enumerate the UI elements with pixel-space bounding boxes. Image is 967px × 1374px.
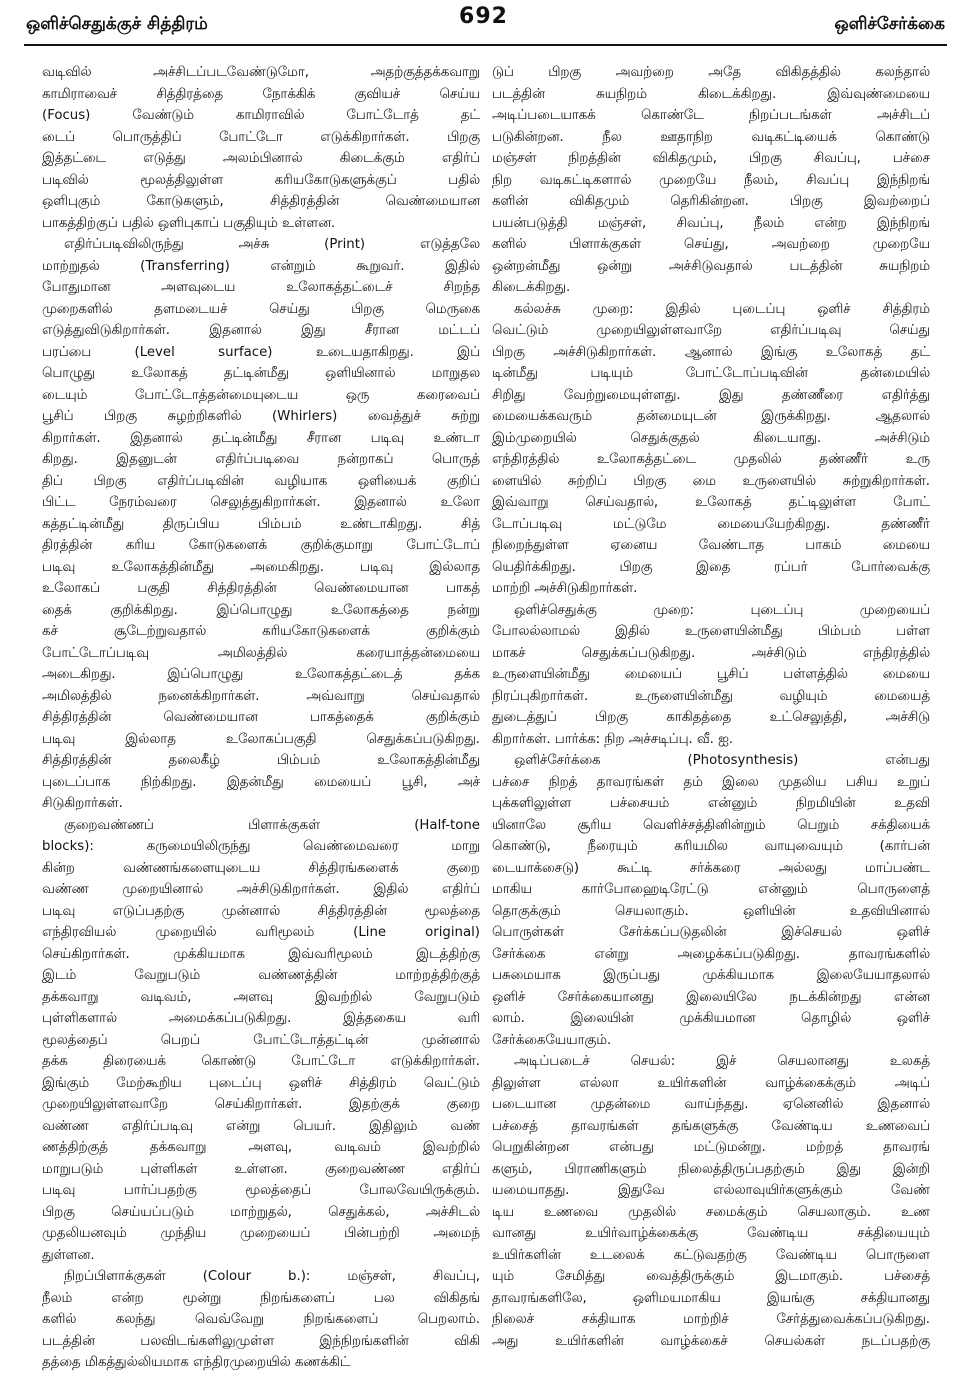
text-line: பூசிப் பிறகு சுழற்றிகளில் (Whirlers) வைத்துச் சுற்று xyxy=(42,409,480,424)
text-line: படிவு பார்ப்பதற்கு மூலத்தைப் போலவேயிருக்கும். xyxy=(42,1183,480,1198)
text-line: அடிப்படைச் செயல்: இச் செயலானது உலகத் xyxy=(514,1054,930,1069)
text-line: வண்ண முறையினால் அச்சிடுகிறார்கள். இதில் எதிர்ப் xyxy=(42,882,480,897)
text-line: அது உயிர்களின் வாழ்க்கைச் செயல்கள் நடப்பதற்கு xyxy=(492,1333,930,1349)
text-line: கல்லச்சு முறை: இதில் புடைப்பு ஒளிச் சித்திரம் xyxy=(514,301,930,317)
text-line: வண்ண எதிர்ப்படிவு என்று பெயர். இதிலும் வண் xyxy=(42,1118,480,1134)
text-line: நிறைந்துள்ள ஏனைய வேண்டாத பாகம் மையை xyxy=(492,538,930,553)
text-line: கின்ற வண்ணங்களையுடைய சித்திரங்களைக் குறை xyxy=(42,860,480,876)
text-line: முறையிலுள்ளவாறே செய்கிறார்கள். இதற்குக் குறை xyxy=(42,1097,480,1112)
text-line: மாற்றுதல் (Transferring) என்றும் கூறுவர். இதில் xyxy=(42,258,480,274)
text-line: டின்மீது படியும் போட்டோப்படிவின் தன்மையில் xyxy=(492,366,930,381)
text-line: செய்கிறார்கள். முக்கியமாக இவ்வரிமூலம் இடத்திற்கு xyxy=(42,946,480,962)
text-line: கச் சூடேற்றுவதால் கரியகோடுகளைக் குறிக்கும் xyxy=(42,624,480,639)
text-line: போதுமான அளவுடைய உலோகத்தட்டைச் சிறந்த xyxy=(42,280,480,295)
text-line: பொழுது உலோகத் தட்டின்மீது ஒளியினால் மாறுதல xyxy=(42,366,480,381)
text-line: யெதிர்க்கிறது. பிறகு இதை ரப்பர் போர்வைக்கு xyxy=(492,559,930,575)
page-number: 692 xyxy=(459,4,508,29)
text-line: சிறிது வேற்றுமையுள்ளது. இது தண்ணீரை எதிர்த்து xyxy=(492,387,930,403)
text-line: தொகுக்கும் செயலாகும். ஒளியின் உதவியினால் xyxy=(492,903,930,919)
text-line: இங்கும் மேற்கூறிய புடைப்பு ஒளிச் சித்திரம் வெட்டும் xyxy=(42,1075,480,1091)
text-line: கத்தட்டின்மீது திருப்பிய பிம்பம் உண்டாகிறது. சித் xyxy=(42,516,480,532)
text-line: தாவரங்களிலே, ஒளிமயமாகிய இயங்கு சக்தியானது xyxy=(492,1290,930,1306)
text-line: களும், பிராணிகளும் நிலைத்திருப்பதற்கும் இது இன்றி xyxy=(492,1161,930,1177)
text-line: நிலைச் சக்தியாக மாற்றிச் சேர்த்துவைக்கப்படுகிறது. xyxy=(492,1312,930,1327)
text-line: லாம். இலையின் முக்கியமான தொழில் ஒளிச் xyxy=(492,1011,930,1026)
header-right-title: ஒளிச்சேர்க்கை xyxy=(834,14,945,34)
text-line: பொருள்கள் சேர்க்கப்படுதலின் இச்செயல் ஒளிச் xyxy=(492,925,930,940)
text-line: கிறது. இதனுடன் எதிர்ப்படிவை நன்றாகப் பொருத் xyxy=(42,452,480,467)
text-line: குறைவண்ணப் பிளாக்குகள் (Half-tone xyxy=(64,817,480,833)
text-line: (Focus) வேண்டும் காமிராவில் போட்டோத் தட் xyxy=(42,108,480,123)
text-line: படத்தின் சுயநிறம் கிடைக்கிறது. இவ்வுண்மையை xyxy=(492,86,930,102)
text-line: போட்டோப்படிவு அமிலத்தில் கரையாத்தன்மையை xyxy=(42,645,480,661)
text-line: நிற வடிகட்டிகளால் முறையே நீலம், சிவப்பு இந்நிறங் xyxy=(492,172,930,188)
text-line: காமிராவைச் சித்திரத்தை நோக்கிக் குவியச் செய்ய xyxy=(42,86,480,102)
text-line: யும் சேமித்து வைத்திருக்கும் இடமாகும். பச்சைத் xyxy=(492,1269,930,1284)
text-line: தக்க திரையைக் கொண்டு போட்டோ எடுக்கிறார்கள். xyxy=(42,1054,480,1069)
text-line: டிய உணவை முதலில் சமைக்கும் செயலாகும். உண xyxy=(492,1204,930,1220)
text-line: படிவு எடுப்பதற்கு முன்னால் சித்திரத்தின் மூலத்தை xyxy=(42,903,480,919)
text-line: ஒளிச் சேர்க்கையானது இலையிலே நடக்கின்றது என்ன xyxy=(492,989,930,1005)
text-line: களில் கலந்து வெவ்வேறு நிறங்களைப் பெறலாம். xyxy=(42,1312,480,1327)
text-line: டுப் பிறகு அவற்றை அதே விகிதத்தில் கலந்தால் xyxy=(492,65,930,80)
text-line: இத்தட்டை எடுத்து அலம்பினால் கிடைக்கும் எதிர்ப் xyxy=(42,151,480,166)
text-line: புடைப்பாக நிற்கிறது. இதன்மீது மையைப் பூசி, அச் xyxy=(42,774,480,790)
text-line: திரத்தின் கரிய கோடுகளைக் குறிக்குமாறு போட்டோப் xyxy=(42,538,480,553)
text-line: எந்திரத்தில் உலோகத்தட்டை முதலில் தண்ணீர் உரு xyxy=(492,452,930,467)
text-line: புக்களிலுள்ள பச்சையம் என்னும் நிறமியின் உதவி xyxy=(492,796,930,811)
text-line: ஒன்றன்மீது ஒன்று அச்சிடுவதால் படத்தின் சுயநிறம் xyxy=(492,258,930,274)
text-line: நீலம் என்ற மூன்று நிறங்களைப் பல விகிதங் xyxy=(42,1290,480,1306)
text-line: களின் விகிதமும் தெரிகின்றன. பிறகு இவற்றைப் xyxy=(492,194,930,209)
text-line: திப் பிறகு எதிர்ப்படிவின் வழியாக ஒளியைக் குறிப் xyxy=(42,473,480,489)
text-line: மஞ்சள் நிறத்தின் விகிதமும், பிறகு சிவப்பு, பச்சை xyxy=(492,151,930,166)
text-line: கிறார்கள். பார்க்க: நிற அச்சடிப்பு. வீ. ஐ. xyxy=(492,731,733,747)
text-line: உருளையின்மீது மையைப் பூசிப் பள்ளத்தில் மையை xyxy=(492,667,930,682)
text-line: கொண்டு, நீரையும் கரியமில வாயுவையும் (கார்பன் xyxy=(492,839,930,854)
text-line: அமிலத்தில் நனைக்கிறார்கள். அவ்வாறு செய்வதால் xyxy=(42,688,480,704)
text-line: திலுள்ள எல்லா உயிர்களின் வாழ்க்கைக்கும் அடிப் xyxy=(492,1075,930,1091)
text-line: இடம் வேறுபடும் வண்ணத்தின் மாற்றத்திற்குத் xyxy=(42,968,480,983)
text-line: டையும் போட்டோத்தன்மையுடைய ஒரு கரைவைப் xyxy=(42,387,480,403)
text-line: பச்சை நிறத் தாவரங்கள் தம் இலை முதலிய பசிய உறுப் xyxy=(492,774,930,790)
header-rule xyxy=(24,44,947,46)
text-line: ணத்திற்குத் தக்கவாறு அளவு, வடிவம் இவற்றில் xyxy=(42,1140,480,1155)
text-line: பிறகு செய்யப்படும் மாற்றுதல், செதுக்கல், அச்சிடல் xyxy=(42,1204,480,1220)
text-line: உலோகப் பகுதி சித்திரத்தின் வெண்மையான பாகத் xyxy=(42,581,480,596)
text-line: வடிவில் அச்சிடப்படவேண்டுமோ, அதற்குத்தக்கவாறு xyxy=(42,65,480,80)
text-line: படையான முதன்மை வாய்ந்தது. ஏனெனில் இதனால் xyxy=(492,1097,930,1112)
text-line: மாற்றி அச்சிடுகிறார்கள். xyxy=(492,581,638,596)
text-line: கிறார்கள். இதனால் தட்டின்மீது சீரான படிவு உண்டா xyxy=(42,430,480,446)
text-line: ஒளிபுகும் கோடுகளும், சித்திரத்தின் வெண்மையான xyxy=(42,194,480,209)
text-line: அடைகிறது. இப்பொழுது உலோகத்தட்டைத் தக்க xyxy=(42,667,480,682)
text-line: யினாலே சூரிய வெளிச்சத்தினின்றும் பெறும் சக்தியைக் xyxy=(492,817,930,833)
text-line: பாகத்திற்குப் பதில் ஒளிபுகாப் பகுதியும் உள்ளன. xyxy=(42,215,336,231)
text-line: பிறகு அச்சிடுகிறார்கள். ஆனால் இங்கு உலோகத் தட் xyxy=(492,344,930,360)
text-line: பெறுகின்றன என்பது மட்டுமன்று. மற்றத் தாவரங் xyxy=(492,1140,930,1155)
right-column xyxy=(492,62,930,1352)
text-line: உயிர்களின் உடலைக் கட்டுவதற்கு வேண்டிய பொருளை xyxy=(492,1247,930,1263)
text-line: களில் பிளாக்குகள் செய்து, அவற்றை முறையே xyxy=(492,237,930,252)
text-line: டோப்படிவு மட்டுமே மையையேற்கிறது. தண்ணீர் xyxy=(492,516,930,532)
text-line: பசுமையாக இருப்பது முக்கியமாக இலையேயாதலால் xyxy=(492,968,930,983)
text-line: பிட்ட நேரம்வரை செலுத்துகிறார்கள். இதனால் உலோ xyxy=(42,495,480,510)
text-line: மூலத்தைப் பெறப் போட்டோத்தட்டின் முன்னால் xyxy=(42,1032,480,1048)
text-line: நிறப்பிளாக்குகள் (Colour b.): மஞ்சள், சிவப்பு, xyxy=(64,1269,480,1284)
text-line: ஒளிச்சேர்க்கை (Photosynthesis) என்பது xyxy=(514,753,930,768)
text-line: அடிப்படையாகக் கொண்டே நிறப்படங்கள் அச்சிடப் xyxy=(492,108,930,123)
text-line: ஒளிச்செதுக்கு முறை: புடைப்பு முறையைப் xyxy=(514,602,930,618)
text-line: படிவில் மூலத்திலுள்ள கரியகோடுகளுக்குப் பதில் xyxy=(42,172,480,188)
text-line: மாறுபடும் புள்ளிகள் உள்ளன. குறைவண்ண எதிர்ப் xyxy=(42,1161,480,1177)
text-line: தக்கவாறு வடிவம், அளவு இவற்றில் வேறுபடும் xyxy=(42,989,480,1005)
text-line: சேர்க்கை என்று அழைக்கப்படுகிறது. தாவரங்களில் xyxy=(492,946,930,962)
text-line: சித்திரத்தின் தலைகீழ் பிம்பம் உலோகத்தின்மீது xyxy=(42,753,480,768)
text-line: வானது உயிர்வாழ்க்கைக்கு வேண்டிய சக்தியையும் xyxy=(492,1226,930,1241)
text-line: பரப்பை (Level surface) உடையதாகிறது. இப் xyxy=(42,344,480,360)
text-line: தத்தை மிகத்துல்லியமாக எந்திரமுறையில் கணக்கிட் xyxy=(42,1355,351,1370)
text-line: டையாக்சைடு) கூட்டி சர்க்கரை அல்லது மாப்பண்ட xyxy=(492,860,930,876)
text-line: ளையில் சுற்றிப் பிறகு மை உருளையில் சுற்றுகிறார்கள். xyxy=(492,473,930,489)
text-line: மாகிய கார்போஹைடிரேட்டு என்னும் பொருளைத் xyxy=(492,882,930,897)
text-line: படுகின்றன. நீல ஊதாநிற வடிகட்டியைக் கொண்டு xyxy=(492,129,930,145)
text-line: யமையாதது. இதுவே எல்லாவுயிர்களுக்கும் வேண் xyxy=(492,1183,930,1198)
text-line: முறைகளில் தளமடையச் செய்து பிறகு மெருகை xyxy=(42,301,480,317)
text-line: blocks): கருமையிலிருந்து வெண்மைவரை மாறு xyxy=(42,839,480,854)
text-line: புள்ளிகளால் அமைக்கப்படுகிறது. இத்தகைய வரி xyxy=(42,1011,480,1026)
text-line: டைப் பொருத்திப் போட்டோ எடுக்கிறார்கள். பிறகு xyxy=(42,129,480,145)
text-line: மையைக்கவரும் தன்மையுடன் இருக்கிறது. ஆதலால் xyxy=(492,409,930,424)
text-line: படத்தின் பலவிடங்களிலுமுள்ள இந்நிறங்களின் விகி xyxy=(42,1333,480,1349)
text-line: பச்சைத் தாவரங்கள் தங்களுக்கு வேண்டிய உணவைப் xyxy=(492,1118,930,1134)
text-line: இம்முறையில் செதுக்குதல் கிடையாது. அச்சிடும் xyxy=(492,430,930,446)
text-line: பயன்படுத்தி மஞ்சள், சிவப்பு, நீலம் என்ற இந்நிறங் xyxy=(492,215,930,231)
text-line: நிரப்புகிறார்கள். உருளையின்மீது வழியும் மையைத் xyxy=(492,688,930,704)
text-line: மாகச் செதுக்கப்படுகிறது. அச்சிடும் எந்திரத்தில் xyxy=(492,645,930,661)
text-line: படிவு இல்லாத உலோகப்பகுதி செதுக்கப்படுகிறது. xyxy=(42,731,480,747)
text-line: தைக் குறிக்கிறது. இப்பொழுது உலோகத்தை நன்று xyxy=(42,602,480,618)
text-line: சித்திரத்தின் வெண்மையான பாகத்தைக் குறிக்கும் xyxy=(42,710,480,725)
text-line: எதிர்ப்படிவிலிருந்து அச்சு (Print) எடுத்தலே xyxy=(64,237,480,252)
left-column xyxy=(42,62,480,1374)
text-line: சிடுகிறார்கள். xyxy=(42,796,123,811)
text-line: முதலியனவும் முந்திய முறையைப் பின்பற்றி அமைந் xyxy=(42,1226,480,1241)
text-line: போலல்லாமல் இதில் உருளையின்மீது பிம்பம் பள்ள xyxy=(492,624,930,639)
header-left-title: ஒளிச்செதுக்குச் சித்திரம் xyxy=(26,14,208,34)
text-line: எந்திரவியல் முறையில் வரிமூலம் (Line original) xyxy=(42,925,480,940)
text-line: வெட்டும் முறையிலுள்ளவாறே எதிர்ப்படிவு செய்து xyxy=(492,323,930,338)
text-line: துள்ளன. xyxy=(42,1247,95,1263)
text-line: துடைத்துப் பிறகு காகிதத்தை உட்செலுத்தி, அச்சிடு xyxy=(492,710,930,725)
text-line: கிடைக்கிறது. xyxy=(492,280,571,295)
text-line: எடுத்துவிடுகிறார்கள். இதனால் இது சீரான மட்டப் xyxy=(42,323,480,338)
text-line: இவ்வாறு செய்வதால், உலோகத் தட்டிலுள்ள போட் xyxy=(492,495,930,510)
text-line: சேர்க்கையேயாகும். xyxy=(492,1032,612,1048)
text-line: படிவு உலோகத்தின்மீது அமைகிறது. படிவு இல்லாத xyxy=(42,559,480,575)
